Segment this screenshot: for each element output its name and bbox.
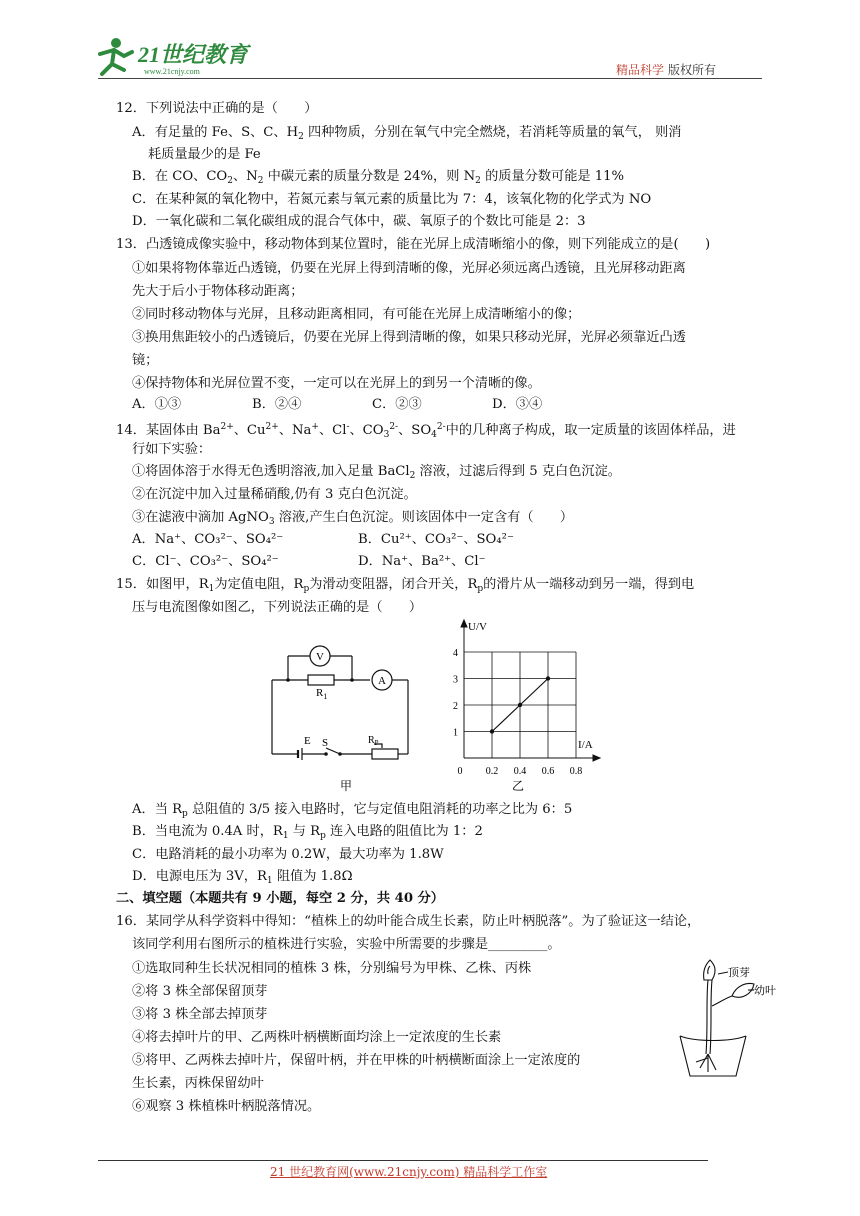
bud-icon	[704, 960, 715, 980]
rheostat-icon	[372, 749, 398, 759]
q16-step-2: ②将 3 株全部保留顶芽	[132, 984, 268, 999]
q12-stem: 12．下列说法中正确的是（ ）	[116, 101, 318, 116]
graph-caption: 乙	[511, 779, 525, 793]
plant-illustration	[666, 958, 786, 1082]
q15-stem-line1: 15．如图甲，$R_1$为定值电阻，$R_p$为滑动变阻器，闭合开关，$R_p$的滑片从一端移动到另一端，得到电	[116, 577, 695, 594]
data-point	[490, 729, 494, 733]
q13-option-a: A．①③	[132, 397, 182, 412]
bud-label: 顶芽	[728, 967, 750, 979]
header-divider	[98, 78, 762, 79]
q12-option-c: C．在某种氮的氧化物中，若氮元素与氧元素的质量比为 7：4，该氧化物的化学式为 NO	[132, 192, 652, 207]
q16-stem-line2: 该同学利用右图所示的植株进行实验，实验中所需要的步骤是_________。	[132, 937, 561, 952]
y-tick-label: 3	[453, 674, 458, 686]
site-logo	[94, 34, 264, 80]
q13-statement-3b: 镜；	[132, 353, 159, 368]
q15-option-a: A．当 $R_p$ 总阻值的 3/5 接入电路时，它与定值电阻消耗的功率之比为 6：5	[132, 802, 573, 819]
circuit-caption: 甲	[339, 779, 353, 793]
stem	[706, 980, 708, 1054]
leaf-label: 幼叶	[754, 985, 776, 997]
q16-step-6: ⑥观察 3 株植株叶柄脱落情况。	[132, 1099, 321, 1114]
r1-label: $R_1$	[316, 687, 328, 701]
circuit-diagram	[262, 636, 422, 796]
footer-divider	[98, 1160, 708, 1161]
q16-step-5a: ⑤将甲、乙两株去掉叶片，保留叶柄，并在甲株的叶柄横断面涂上一定浓度的	[132, 1053, 581, 1068]
x-tick-label: 0.4	[513, 766, 527, 777]
x-axis-arrow	[593, 755, 600, 761]
q12-option-a-line2: 耗质量最少的是 Fe	[148, 147, 261, 162]
voltmeter-label: V	[316, 651, 324, 663]
q14-step-1: ①将固体溶于水得无色透明溶液,加入足量 BaCl$_2$ 溶液，过滤后得到 5 克白色沉淀。	[132, 464, 621, 481]
q14-stem-line2: 行如下实验：	[132, 442, 212, 457]
q15-option-d: D．电源电压为 3V，$R_1$ 阻值为 1.8Ω	[132, 869, 353, 886]
y-tick-label: 2	[453, 701, 458, 712]
x-axis-label: I/A	[578, 739, 593, 751]
q13-stem: 13．凸透镜成像实验中，移动物体到某位置时，能在光屏上成清晰缩小的像，则下列能成立的是( )	[116, 237, 711, 252]
x-tick-label: 0.8	[569, 766, 583, 777]
q14-step-2: ②在沉淀中加入过量稀硝酸,仍有 3 克白色沉淀。	[132, 487, 417, 502]
q13-statement-4: ④保持物体和光屏位置不变，一定可以在光屏上的到另一个清晰的像。	[132, 376, 541, 391]
q16-stem-line1: 16．某同学从科学资料中得知：“植株上的幼叶能合成生长素，防止叶柄脱落”。为了验证这一结论，	[116, 914, 701, 929]
resistor-r1-icon	[308, 675, 334, 685]
header-rights: 版权所有	[668, 63, 717, 77]
q16-step-5b: 生长素，丙株保留幼叶	[132, 1076, 264, 1091]
q15-option-c: C．电路消耗的最小功率为 0.2W，最大功率为 1.8W	[132, 847, 444, 862]
battery-label: E	[304, 735, 311, 747]
q15-option-b: B．当电流为 0.4A 时，$R_1$ 与 $R_p$ 连入电路的阻值比为 1：2	[132, 824, 483, 841]
logo-text: 21世纪教育	[138, 42, 249, 67]
q12-option-a-line1: A．有足量的 Fe、S、C、$H_2$ 四种物质，分别在氧气中完全燃烧，若消耗等质量的氧气， 则消	[132, 125, 682, 142]
ammeter-label: A	[378, 675, 386, 687]
petiole	[712, 996, 732, 1006]
q14-option-b: B．Cu²⁺、CO₃²⁻、SO₄²⁻	[358, 532, 514, 547]
q13-option-d: D．③④	[492, 397, 543, 412]
logo-url: www.21cnjy.com	[144, 67, 200, 76]
header-copyright	[616, 61, 716, 78]
y-axis-label: U/V	[468, 621, 487, 633]
x-tick-label: 0.2	[485, 766, 499, 777]
data-point	[518, 703, 522, 707]
runner-logo-icon	[100, 38, 132, 74]
q13-statement-3a: ③换用焦距较小的凸透镜后，仍要在光屏上得到清晰的像，如果只移动光屏，光屏必须靠近凸透	[132, 330, 686, 345]
q14-option-d: D．Na⁺、Ba²⁺、Cl⁻	[358, 554, 486, 569]
q15-stem-line2: 压与电流图像如图乙，下列说法正确的是（ ）	[132, 600, 423, 615]
q13-statement-1b: 先大于后小于物体移动距离；	[132, 284, 304, 299]
rp-label: $R_P$	[368, 735, 379, 747]
pot-icon	[680, 1036, 746, 1076]
y-axis-arrow	[461, 620, 467, 627]
q13-statement-1a: ①如果将物体靠近凸透镜，仍要在光屏上得到清晰的像，光屏必须远离凸透镜，且光屏移动距离	[132, 261, 686, 276]
header-brand: 精品科学	[616, 63, 665, 77]
y-tick-label: 1	[453, 727, 458, 739]
q13-option-c: C．②③	[372, 397, 422, 412]
footer-link[interactable]: 21 世纪教育网(www.21cnjy.com) 精品科学工作室	[270, 1165, 548, 1179]
q12-option-b: B．在 CO、$CO_2$、$N_2$ 中碳元素的质量分数是 24%，则 $N_2$ 的质量分数可能是 11%	[132, 169, 625, 186]
ui-graph	[446, 616, 606, 796]
q16-step-4: ④将去掉叶片的甲、乙两株叶柄横断面均涂上一定浓度的生长素	[132, 1030, 502, 1045]
data-point	[546, 676, 550, 680]
q12-option-d: D．一氧化碳和二氧化碳组成的混合气体中，碳、氧原子的个数比可能是 2：3	[132, 214, 586, 229]
q16-step-1: ①选取同种生长状况相同的植株 3 株，分别编号为甲株、乙株、丙株	[132, 961, 532, 976]
switch-label: S	[322, 737, 329, 749]
q14-stem-line1: 14．某固体由 $Ba^{2+}$、$Cu^{2+}$、Na+、Cl-、$CO_3^{2-}$、$SO_4^{2-}$中的几种离子构成，取一定质量的该固体样品，进	[116, 422, 736, 440]
q14-option-c: C．Cl⁻、CO₃²⁻、SO₄²⁻	[132, 554, 279, 569]
y-tick-label: 4	[453, 648, 458, 659]
q14-step-3: ③在滤液中滴加 AgNO$_3$ 溶液,产生白色沉淀。则该固体中一定含有（ ）	[132, 510, 574, 527]
q16-step-3: ③将 3 株全部去掉顶芽	[132, 1007, 268, 1022]
q13-statement-2: ②同时移动物体与光屏，且移动距离相同，有可能在光屏上成清晰缩小的像；	[132, 307, 581, 322]
section-title: 二、填空题（本题共有 9 小题，每空 2 分，共 40 分）	[116, 891, 444, 906]
x-tick-label: 0	[457, 766, 463, 777]
x-tick-label: 0.6	[541, 766, 555, 777]
q14-option-a: A．Na⁺、CO₃²⁻、SO₄²⁻	[132, 532, 284, 547]
q13-option-b: B．②④	[252, 397, 302, 412]
